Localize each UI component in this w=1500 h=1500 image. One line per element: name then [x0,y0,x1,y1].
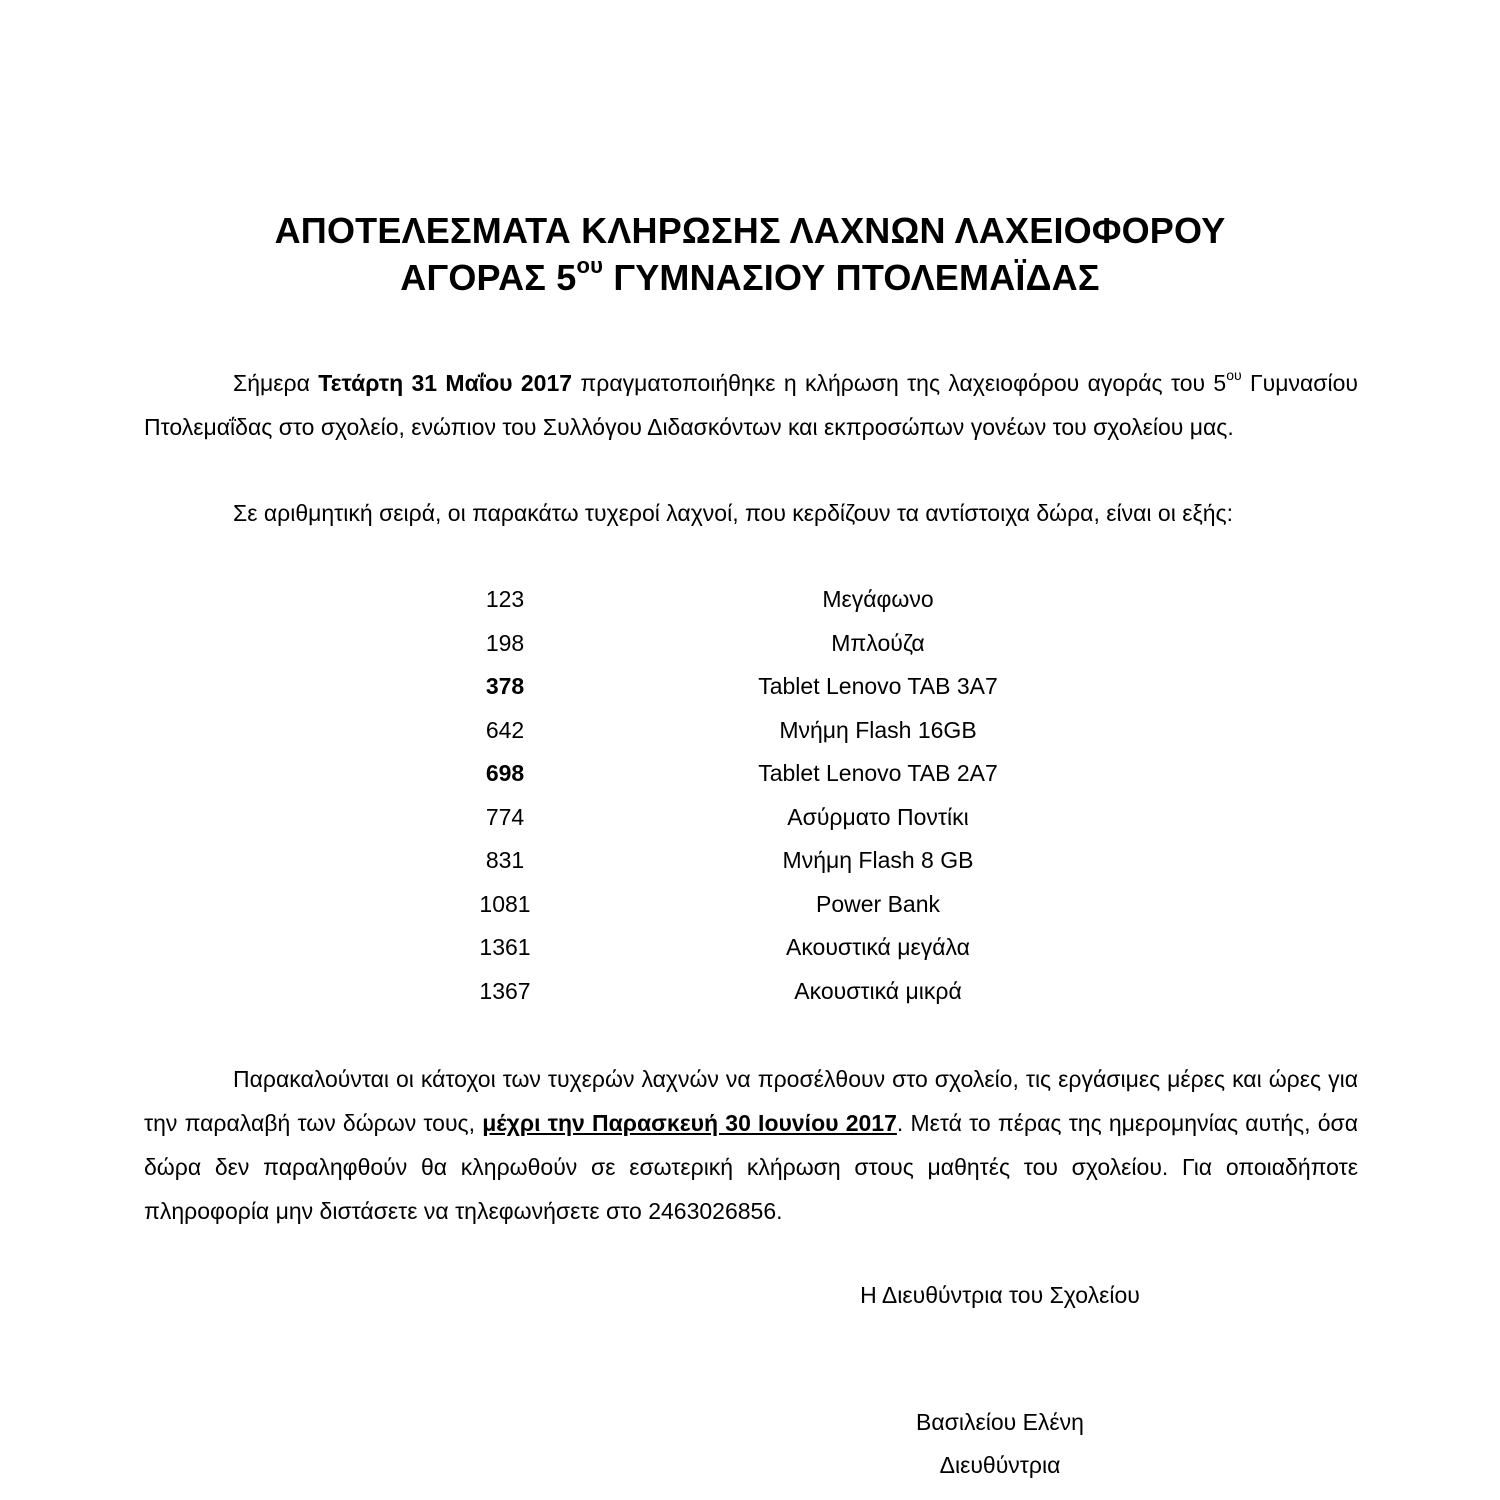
notice-paragraph [144,1057,1358,1233]
ticket-number: 698 [485,760,525,786]
ticket-number: 642 [485,716,525,743]
ticket-number: 1081 [479,890,531,917]
gift-name: Ακουστικά μεγάλα [786,934,970,960]
gift-name: Μνήμη Flash 8 GB [782,847,974,873]
ordered-text: Σε αριθμητική σειρά, οι παρακάτω τυχεροί λαχνοί, που κερδίζουν τα αντίστοιχα δώρα, είναι οι εξής: [233,500,1234,526]
notice-end: . Μετά το πέρας της ημερομηνίας αυτής, όσα δώρα δεν παραληφθούν θα κληρωθούν σε εσωτερική κλήρωση στους μαθητές του σχολείου. Για οποιαδήποτε πληροφορία μην διστάσετε να τηλεφωνήσετε στο 2463026856. [144,1110,1358,1224]
prize-row [0,883,1500,926]
ordered-paragraph [144,491,1358,535]
ticket-number: 123 [485,586,525,612]
intro-superscript: ου [1226,367,1242,384]
prize-row [0,970,1500,1013]
gift-name: Μνήμη Flash 16GB [779,716,977,743]
prize-row [0,622,1500,665]
notice-start: Παρακαλούνται οι κάτοχοι των τυχερών λαχνών να προσέλθουν στο σχολείο, τις εργάσιμες μέρες και ώρες για την παραλαβή των δώρων τους, [144,1066,1358,1136]
document-title-line1 [0,209,1500,253]
gift-name: Μεγάφωνο [822,586,934,612]
signature-role: Διευθύντρια [939,1452,1061,1478]
prize-row [0,665,1500,708]
intro-end: Γυμνασίου Πτολεμαΐδας στο σχολείο, ενώπιον του Συλλόγου Διδασκόντων και εκπροσώπων γονέων του σχολείου μας. [144,370,1358,440]
gift-name: Power Bank [815,890,940,917]
prize-row [0,578,1500,621]
ticket-number: 198 [485,629,525,656]
gift-name: Ασύρματο Ποντίκι [787,803,969,830]
document-title-line2 [0,253,1500,300]
gift-name: Tablet Lenovo TAB 2A7 [758,760,998,786]
deadline-text: μέχρι την Παρασκευή 30 Ιουνίου 2017 [482,1110,897,1136]
ticket-number: 1361 [479,934,531,960]
prize-row [0,752,1500,795]
ticket-number: 774 [485,803,525,830]
signature-role-heading: Η Διευθύντρια του Σχολείου [860,1282,1140,1308]
ticket-number: 378 [485,673,525,699]
title-line2-superscript: ου [576,253,604,278]
title-line2-suffix: ΓΥΜΝΑΣΙΟΥ ΠΤΟΛΕΜΑΪΔΑΣ [603,257,1100,298]
gift-name: Μπλούζα [831,629,925,656]
ticket-number: 831 [485,847,525,873]
prize-row [0,926,1500,969]
ticket-number: 1367 [479,977,531,1004]
gift-name: Tablet Lenovo TAB 3A7 [758,673,998,699]
signature-name: Βασιλείου Ελένη [916,1409,1084,1435]
title-line2-prefix: ΑΓΟΡΑΣ 5 [400,257,577,298]
prize-row [0,796,1500,839]
prize-row [0,839,1500,882]
intro-start: Σήμερα [233,370,319,396]
title-line1-text: ΑΠΟΤΕΛΕΣΜΑΤΑ ΚΛΗΡΩΣΗΣ ΛΑΧΝΩΝ ΛΑΧΕΙΟΦΟΡΟΥ [274,210,1226,251]
gift-name: Ακουστικά μικρά [794,977,962,1004]
intro-date: Τετάρτη 31 Μαΐου 2017 [318,370,573,396]
intro-paragraph [144,361,1358,449]
intro-middle: πραγματοποιήθηκε η κλήρωση της λαχειοφόρου αγοράς του 5 [572,370,1227,396]
prize-row [0,709,1500,752]
